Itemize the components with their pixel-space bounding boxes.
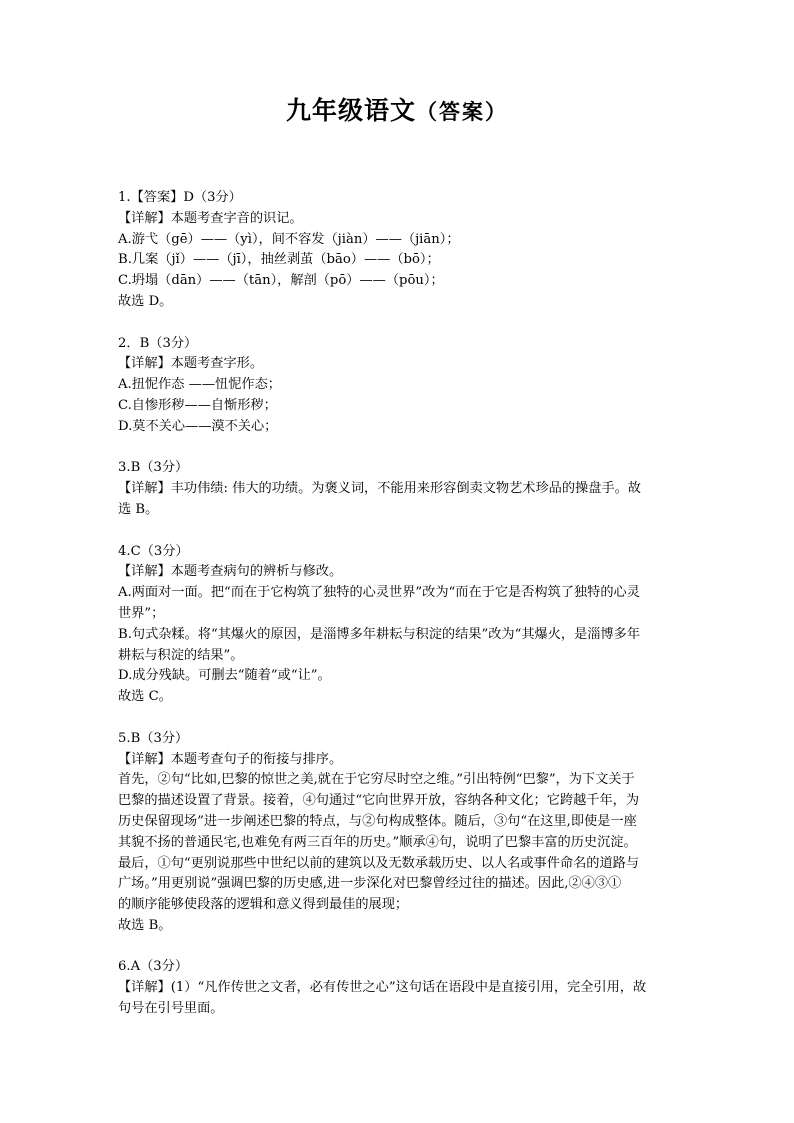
answer-line: D.成分残缺。可删去“随着”或“让”。 (118, 668, 331, 684)
answer-line: 耕耘与积淀的结果”。 (118, 647, 244, 663)
answer-line: 世界”； (118, 605, 165, 621)
answer-line: C.坍塌（dān）——（tān），解剖（pō）——（pōu）； (118, 273, 444, 289)
answer-block (118, 334, 678, 438)
answer-line: 句号在引号里面。 (118, 1001, 224, 1017)
block-spacer (118, 937, 678, 958)
answer-line: 故选 D。 (118, 293, 173, 309)
answer-line: A.游弋（gē）——（yì），间不容发（jiàn）——（jiān）； (118, 231, 460, 247)
title-main: 九年级语文 (285, 96, 416, 125)
answer-block (118, 458, 678, 520)
answer-line: 【详解】本题考查病句的辨析与修改。 (118, 564, 343, 580)
answer-line: 的顺序能够使段落的逻辑和意义得到最佳的展现； (118, 897, 409, 913)
block-spacer (118, 521, 678, 542)
title-sub: （答案） (416, 100, 508, 124)
answer-content (118, 188, 678, 1020)
answer-line: 选 B。 (118, 501, 159, 517)
answer-line: 【详解】丰功伟绩: 伟大的功绩。为褒义词，不能用来形容倒卖文物艺术珍品的操盘手。故 (118, 481, 641, 497)
answer-line: 首先，②句“比如,巴黎的惊世之美,就在于它穷尽时空之维。”引出特例“巴黎”，为下文关于 (118, 772, 635, 788)
answer-line: 巴黎的描述设置了背景。接着，④句通过“它向世界开放，容纳各种文化；它跨越千年，为 (118, 793, 640, 809)
answer-line: B.几案（jǐ）——（jī），抽丝剥茧（bāo）——（bō）； (118, 252, 440, 268)
answer-block (118, 957, 678, 1019)
answer-line: 故选 C。 (118, 689, 172, 705)
answer-line: 【详解】本题考查字形。 (118, 356, 264, 372)
answer-line: A.扭怩作态 ——忸怩作态； (118, 377, 281, 393)
answer-line: 1.【答案】D（3分） (118, 190, 242, 205)
answer-block (118, 729, 678, 937)
answer-line: 广场。”用更别说”强调巴黎的历史感,进一步深化对巴黎曾经过往的描述。因此,②④③① (118, 876, 622, 892)
page-title (0, 93, 794, 129)
answer-block (118, 542, 678, 708)
block-spacer (118, 708, 678, 729)
answer-line: 其貌不扬的普通民宅,也难免有两三百年的历史。”顺承④句，说明了巴黎丰富的历史沉淀。 (118, 834, 637, 850)
answer-line: 3.B（3分） (118, 460, 189, 476)
answer-block (118, 188, 678, 313)
answer-line: A.两面对一面。把“而在于它构筑了独特的心灵世界”改为“而在于它是否构筑了独特的心灵 (118, 585, 640, 601)
answer-line: 历史保留现场”进一步阐述巴黎的特点，与②句构成整体。随后，③句“在这里,即使是一座 (118, 813, 637, 829)
answer-line: 【详解】(1）“凡作传世之文者，必有传世之心”这句话在语段中是直接引用，完全引用，故 (118, 980, 647, 996)
answer-line: C.自惨形秽——自惭形秽； (118, 397, 277, 413)
answer-line: 【详解】本题考查句子的衔接与排序。 (118, 751, 343, 767)
block-spacer (118, 438, 678, 459)
answer-line: 故选 B。 (118, 917, 172, 933)
answer-line: 2．B（3分） (118, 335, 198, 351)
answer-line: D.莫不关心——漠不关心； (118, 418, 278, 434)
answer-line: 【详解】本题考查字音的识记。 (118, 210, 303, 226)
answer-line: B.句式杂糅。将“其爆火的原因，是淄博多年耕耘与积淀的结果”改为“其爆火，是淄博多年 (118, 626, 641, 642)
block-spacer (118, 313, 678, 334)
answer-line: 最后，①句“更别说那些中世纪以前的建筑以及无数承载历史、以人名或事件命名的道路与 (118, 855, 640, 871)
answer-line: 4.C（3分） (118, 543, 189, 559)
answer-line: 5.B（3分） (118, 730, 189, 746)
answer-line: 6.A（3分） (118, 959, 189, 975)
